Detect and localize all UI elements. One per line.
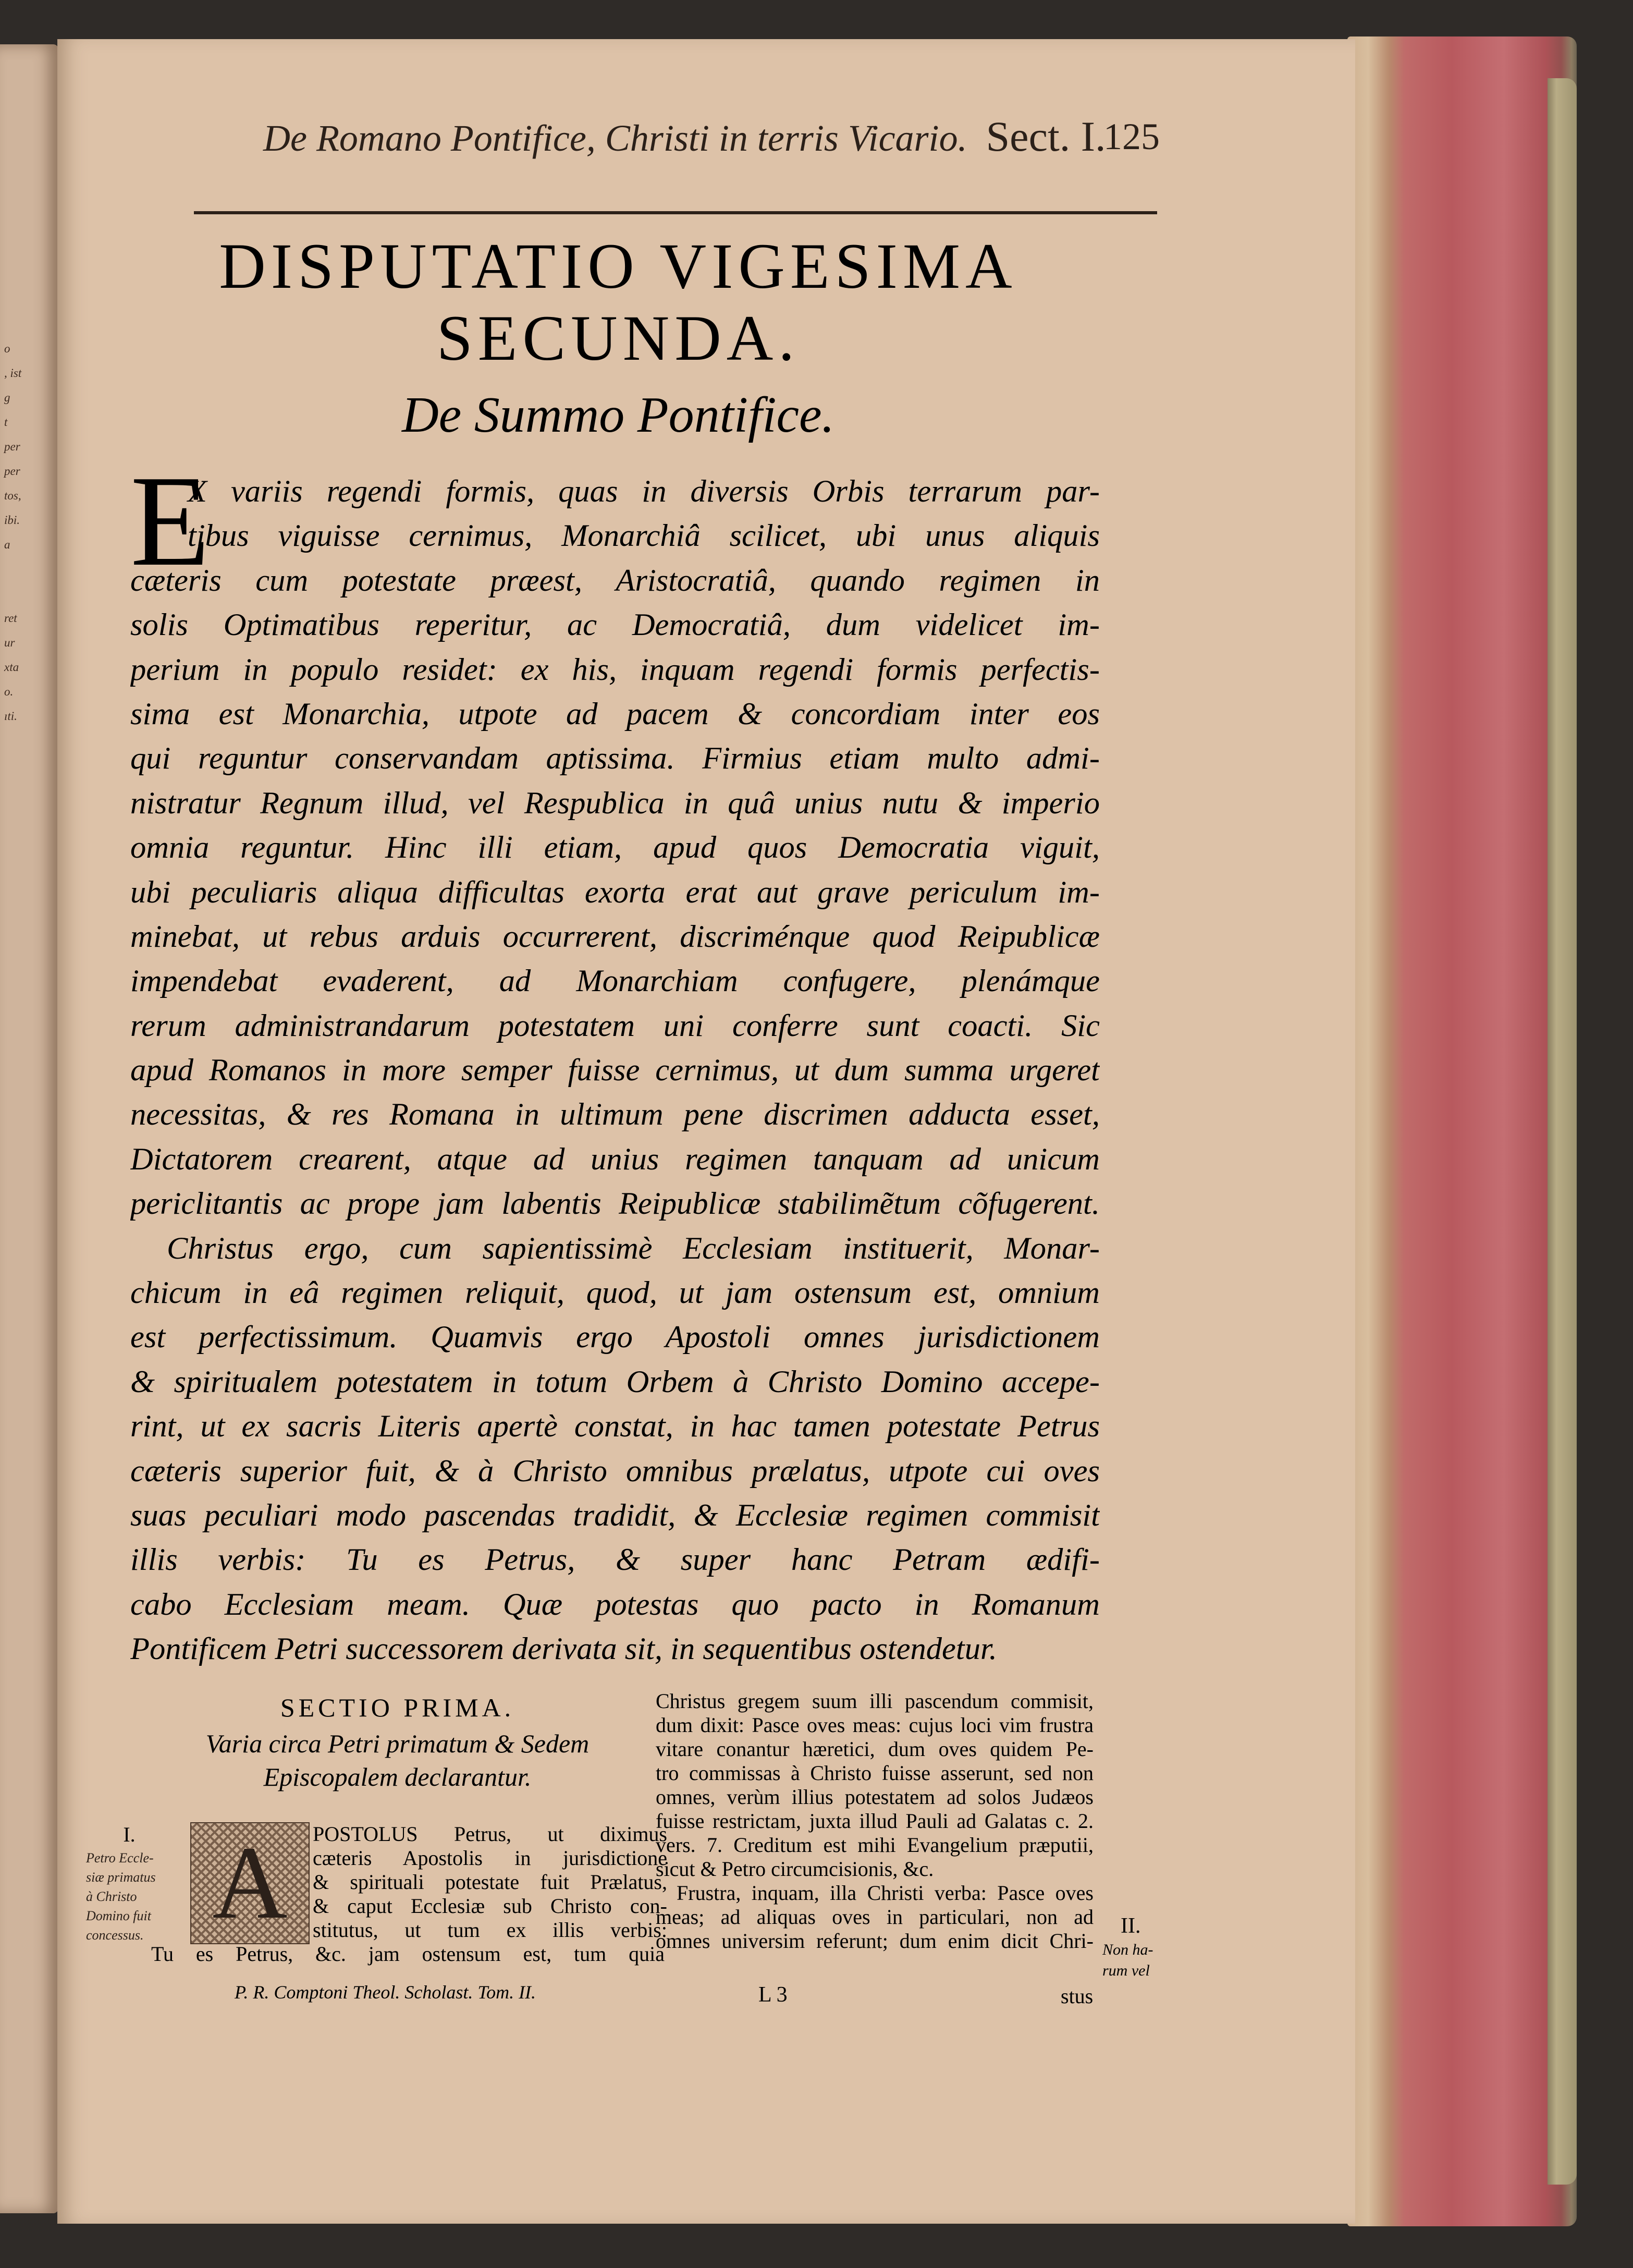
main-text-line: cæteris cum potestate præest, Aristocratiâ, quando regimen in [130,563,1100,598]
left-page-fragment: ıti. [4,710,17,723]
main-text-line: ubi peculiaris aliqua difficultas exorta erat aut grave periculum im- [130,874,1100,910]
main-text-line: necessitas, & res Romana in ultimum pene discrimen adducta esset, [130,1097,1100,1132]
right-column-line: tro commissas à Christo fuisse asserunt, sed non [656,1761,1094,1785]
main-text-line: X variis regendi formis, quas in diversis Orbis terrarum par- [188,474,1100,509]
margin-numeral-1: I. [123,1823,136,1846]
right-column-line: dum dixit: Pasce oves meas: cujus loci vim frustra [656,1713,1094,1737]
section-line: Tu es Petrus, &c. jam ostensum est, tum quia [151,1942,665,1966]
margin-note-line: concessus. [86,1928,144,1943]
margin-note-line: Domino fuit [86,1908,151,1923]
left-page-fragments [4,336,56,728]
main-text-line: Christus ergo, cum sapientissimè Ecclesiam instituerit, Monar- [167,1230,1100,1266]
footer-credit: P. R. Comptoni Theol. Scholast. Tom. II. [235,1982,536,2003]
disputation-title-line-1: DISPUTATIO VIGESIMA [219,230,1017,302]
margin-note-line: à Christo [86,1889,137,1904]
right-column-line: vitare conantur hæretici, dum oves quidem Pe- [656,1737,1094,1761]
left-page-fragment: g [4,391,10,404]
section-subtitle-1: Varia circa Petri primatum & Sedem [205,1729,590,1758]
main-text-line: perium in populo residet: ex his, inquam regendi formis perfectis- [130,652,1100,687]
main-text-line: Dictatorem crearent, atque ad unius regimen tanquam ad unicum [130,1141,1100,1177]
margin-note-2 [1102,1940,1186,1981]
margin-note-1 [86,1848,164,1945]
disputation-title-line-2: SECUNDA. [436,302,800,374]
margin-note-line: siæ primatus [86,1870,156,1885]
section-line: stitutus, ut tum ex illis verbis: [313,1918,667,1942]
section-line: cæteris Apostolis in jurisdictione [313,1846,667,1870]
main-text-line: illis verbis: Tu es Petrus, & super hanc Petram ædifi- [130,1542,1100,1578]
section-title: SECTIO PRIMA. [280,1693,515,1722]
running-head [263,112,1160,161]
left-page-fragment: tos, [4,489,21,502]
main-text-line: cæteris superior fuit, & à Christo omnibus prælatus, utpote cui oves [130,1453,1100,1489]
left-page-fragment: xta [4,661,19,674]
right-column-text [656,1689,1094,1953]
main-text-line: minebat, ut rebus arduis occurrerent, discriménque quod Reipublicæ [130,919,1100,954]
section-line: & spirituali potestate fuit Prælatus, [313,1870,667,1894]
catchword: stus [1061,1984,1094,2008]
right-column-line: omnes, verùm illius potestatem ad solos Judæos [656,1785,1094,1809]
section-line: POSTOLUS Petrus, ut diximus [313,1822,667,1846]
main-text-line: sima est Monarchia, utpote ad pacem & concordiam inter eos [130,696,1100,731]
main-text-line: apud Romanos in more semper fuisse cernimus, ut dum summa urgeret [130,1053,1100,1088]
left-page-fragment: ret [4,612,17,625]
main-text-line: rint, ut ex sacris Literis apertè constat, in hac tamen potestate Petrus [130,1409,1100,1444]
section-line: & caput Ecclesiæ sub Christo con- [313,1894,667,1918]
book-cover-edge [1548,78,1577,2185]
left-page-fragment: ur [4,636,15,649]
left-page-fragment: , ist [4,367,22,380]
main-text-line: qui reguntur conservandam aptissima. Firmius etiam multo admi- [130,741,1100,776]
right-column-line: sicut & Petro circumcisionis, &c. [656,1857,934,1881]
margin-note-line: rum vel [1102,1962,1150,1979]
main-text-line: periclitantis ac prope jam labentis Reipublicæ stabilimẽtum cõfugerent. [130,1186,1100,1222]
right-column-line: fuisse restrictam, juxta illud Pauli ad Galatas c. 2. [656,1809,1094,1833]
running-head-section: Sect. I. [986,113,1106,160]
main-text-line: & spiritualem potestatem in totum Orbem à Christo Domino accepe- [130,1364,1100,1399]
section-text-beside-cap [313,1822,667,1942]
left-page-fragment: t [4,416,8,429]
page-number: 125 [1103,116,1160,157]
header-rule [194,211,1157,214]
left-page-fragment: per [4,465,20,478]
main-text-line: rerum administrandarum potestatem uni conferre sunt coacti. Sic [130,1008,1100,1043]
margin-note-line: Non ha- [1102,1941,1153,1958]
left-page-fragment: o. [4,685,14,698]
section-heading-block [133,1692,662,1794]
main-text-line: chicum in eâ regimen reliquit, quod, ut jam ostensum est, omnium [130,1275,1100,1311]
left-page-fragment: per [4,440,20,453]
margin-numeral-2: II. [1121,1914,1141,1938]
main-text-line: Pontificem Petri successorem derivata sit, in sequentibus ostendetur. [130,1631,997,1667]
signature-mark: L 3 [758,1983,788,2007]
right-column-line: omnes universim referunt; dum enim dicit Chri- [656,1929,1094,1953]
left-page-fragment [4,557,56,581]
margin-note-line: Petro Eccle- [86,1850,154,1865]
right-column-line: Frustra, inquam, illa Christi verba: Pasce oves [677,1881,1094,1905]
right-column-line: meas; ad aliquas oves in particulari, non ad [656,1905,1094,1929]
book-page-edges [1347,36,1577,2226]
facing-left-page [0,44,58,2213]
main-text-line: nistratur Regnum illud, vel Respublica in quâ unius nutu & imperio [130,785,1100,821]
section-subtitle-2: Episcopalem declarantur. [263,1762,532,1791]
main-text-line: impendebat evaderent, ad Monarchiam confugere, plenámque [130,964,1100,999]
left-page-fragment: a [4,538,10,551]
running-head-title: De Romano Pontifice, Christi in terris Vicario. [263,117,967,159]
main-text-line: est perfectissimum. Quamvis ergo Apostoli omnes jurisdictionem [130,1320,1100,1355]
left-page-fragment: ibi. [4,514,20,527]
main-text-line: suas peculiari modo pascendas tradidit, & Ecclesiæ regimen commisit [130,1497,1100,1533]
main-text-line: tibus viguisse cernimus, Monarchiâ scilicet, ubi unus aliquis [188,518,1100,554]
left-page-fragment [4,581,56,606]
section-text-full-line [151,1942,665,1966]
main-text-line: omnia reguntur. Hinc illi etiam, apud quos Democratia viguit, [130,830,1100,865]
main-text-line: cabo Ecclesiam meam. Quæ potestas quo pacto in Romanum [130,1587,1100,1622]
left-page-fragment: o [4,342,10,355]
drop-cap-e: E [130,449,210,593]
right-column-line: vers. 7. Creditum est mihi Evangelium præputii, [656,1833,1094,1857]
ornamental-drop-cap-a: A [190,1822,310,1944]
right-column-line: Christus gregem suum illi pascendum commisit, [656,1689,1094,1713]
disputation-subtitle: De Summo Pontifice. [401,387,835,443]
main-paragraph [130,449,1100,1672]
main-text-line: solis Optimatibus reperitur, ac Democratiâ, dum videlicet im- [130,607,1100,643]
